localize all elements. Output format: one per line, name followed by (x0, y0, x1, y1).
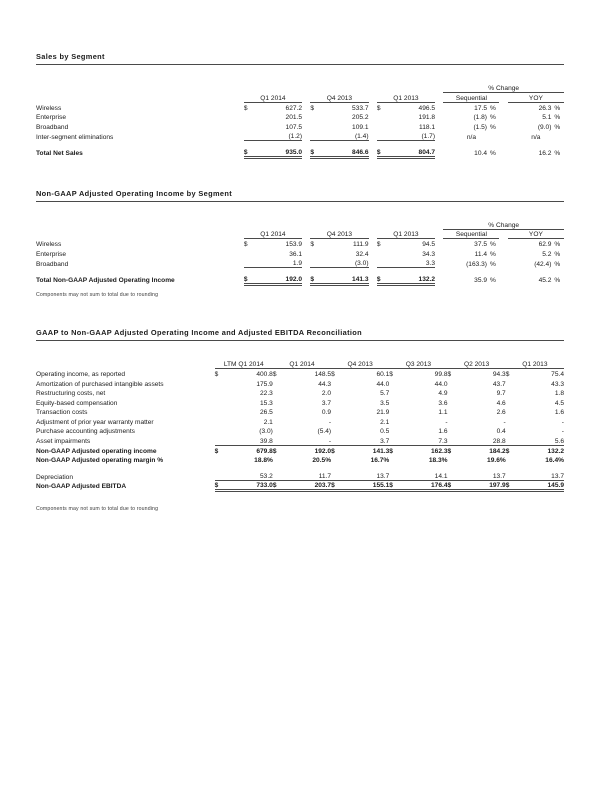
col-header-q4-2013: Q4 2013 (331, 359, 389, 369)
currency-symbol: $ (331, 481, 340, 491)
total-q1-2014: 192.0 (253, 275, 302, 285)
currency-symbol: $ (310, 275, 319, 285)
currency-symbol: $ (389, 481, 398, 491)
row-label: Operating income, as reported (36, 370, 126, 378)
col-header-sequential: Sequential (443, 229, 499, 239)
table-row (36, 435, 564, 445)
sales-by-segment-table (36, 83, 564, 159)
cell-yoy: 62.9 (538, 241, 552, 249)
cell-sequential: 17.5 (474, 104, 487, 112)
col-header-q4-2013: Q4 2013 (310, 229, 368, 239)
col-header-q1-2013: Q1 2013 (377, 229, 435, 239)
cell-q1-2014: - (328, 418, 332, 426)
currency-symbol: $ (214, 370, 219, 378)
cell-q1-2013: 34.3 (422, 251, 436, 259)
cell-q1-2014: 1.9 (253, 258, 302, 268)
currency-symbol: $ (273, 481, 282, 491)
cell-q4-2013: 109.1 (352, 123, 369, 131)
cell-q1-2013: 118.1 (419, 123, 436, 131)
table-row (36, 121, 564, 131)
cell-q1-2014: 2.0 (321, 390, 332, 398)
subtotal-label: Non-GAAP Adjusted operating income (36, 447, 157, 455)
pct-symbol: % (490, 123, 496, 131)
total-label: Total Non-GAAP Adjusted Operating Income (36, 277, 175, 285)
table-row (36, 112, 564, 122)
currency-symbol: $ (377, 148, 386, 158)
ebitda-q1-2014: 203.7 (282, 481, 331, 491)
subtotal-ltm-q1-2014: 679.8 (256, 447, 273, 455)
cell-q3-2013: 1.6 (438, 428, 448, 436)
cell-q3-2013: 14.1 (398, 471, 447, 481)
cell-q1-2014: 107.5 (285, 123, 303, 131)
cell-q4-2013: 44.0 (376, 380, 390, 388)
subtotal-q1-2014: 192.0 (314, 447, 332, 455)
cell-q4-2013: 5.7 (380, 390, 390, 398)
cell-sequential: (1.8) (473, 114, 487, 122)
depreciation-row (36, 471, 564, 481)
cell-yoy: (42.4) (534, 260, 552, 268)
cell-q1-2013: 5.6 (515, 435, 564, 445)
cell-q1-2014: 3.7 (321, 399, 332, 407)
cell-q3-2013: 44.0 (434, 380, 448, 388)
group-header-pct-change: % Change (443, 83, 564, 93)
cell-q1-2013: 94.5 (422, 241, 436, 249)
pct-symbol: % (490, 277, 496, 285)
table-row (36, 407, 564, 417)
pct-symbol: % (490, 241, 496, 249)
total-q1-2013: 804.7 (386, 148, 435, 158)
table-row (36, 248, 564, 258)
ebitda-ltm-q1-2014: 733.0 (224, 481, 273, 491)
currency-symbol: $ (310, 104, 315, 112)
cell-q1-2014: (1.2) (253, 131, 302, 141)
row-label: Equity-based compensation (36, 399, 118, 407)
currency-symbol: $ (310, 241, 315, 249)
total-q1-2014: 935.0 (253, 148, 302, 158)
currency-symbol: $ (272, 447, 277, 455)
cell-q1-2014: 36.1 (289, 251, 303, 259)
section-nongaap-operating-income-by-segment (36, 189, 564, 298)
currency-symbol: $ (389, 447, 393, 455)
cell-q4-2013: 3.5 (380, 399, 390, 407)
cell-q1-2014: (5.4) (317, 428, 332, 436)
col-header-q1-2013: Q1 2013 (377, 93, 435, 103)
table-row (36, 378, 564, 388)
total-row (36, 148, 564, 158)
total-yoy: 16.2 (538, 150, 552, 158)
ebitda-q2-2013: 197.9 (457, 481, 506, 491)
group-header-row (36, 220, 564, 230)
col-header-q1-2014: Q1 2014 (244, 93, 302, 103)
margin-q1-2013: 16.4% (545, 457, 564, 465)
cell-q4-2013: 3.7 (340, 435, 389, 445)
table-row (36, 416, 564, 426)
cell-q2-2013: 9.7 (496, 390, 506, 398)
row-label: Amortization of purchased intangible assets (36, 380, 164, 388)
cell-ltm-q1-2014: 175.9 (256, 380, 273, 388)
table-row (36, 239, 564, 249)
currency-symbol: $ (376, 241, 381, 249)
subtotal-q1-2013: 132.2 (547, 447, 564, 455)
currency-symbol: $ (215, 481, 224, 491)
cell-q4-2013: 0.5 (380, 428, 390, 436)
cell-q3-2013: 7.3 (398, 435, 447, 445)
cell-ltm-q1-2014: 400.8 (256, 370, 273, 378)
currency-symbol: $ (331, 447, 335, 455)
row-label: Restructuring costs, net (36, 390, 106, 398)
col-header-q3-2013: Q3 2013 (389, 359, 447, 369)
col-header-q1-2014: Q1 2014 (244, 229, 302, 239)
cell-q1-2014: 0.9 (321, 409, 332, 417)
cell-q1-2013: 13.7 (515, 471, 564, 481)
cell-q1-2013: 4.5 (554, 399, 564, 407)
margin-row (36, 455, 564, 465)
cell-q3-2013: 3.6 (438, 399, 448, 407)
currency-symbol: $ (447, 370, 452, 378)
cell-q3-2013: 1.1 (438, 409, 448, 417)
cell-q1-2014: - (282, 435, 331, 445)
pct-symbol: % (554, 260, 561, 268)
subtotal-q3-2013: 162.3 (431, 447, 448, 455)
cell-ltm-q1-2014: 39.8 (224, 435, 273, 445)
cell-q4-2013: (3.0) (320, 258, 369, 268)
row-label: Transaction costs (36, 409, 88, 417)
table-row (36, 388, 564, 398)
cell-q4-2013: 111.9 (353, 241, 369, 249)
row-label: Wireless (36, 241, 62, 249)
total-sequential: 10.4 (474, 150, 487, 158)
cell-yoy: 5.1 (542, 114, 552, 122)
cell-q2-2013: 13.7 (457, 471, 506, 481)
cell-yoy: (9.0) (537, 123, 552, 131)
reconciliation-table (36, 359, 564, 492)
pct-symbol: % (490, 150, 496, 158)
margin-ltm-q1-2014: 18.8% (254, 457, 273, 465)
cell-sequential: 11.4 (474, 251, 487, 259)
subtotal-q2-2013: 184.2 (489, 447, 506, 455)
col-header-yoy: YOY (508, 229, 564, 239)
cell-ltm-q1-2014: 2.1 (263, 418, 273, 426)
pct-symbol: % (554, 114, 561, 122)
cell-q4-2013: 60.1 (376, 370, 390, 378)
ebitda-q4-2013: 155.1 (340, 481, 389, 491)
cell-q1-2014: 201.5 (285, 114, 303, 122)
row-label: Inter-segment eliminations (36, 133, 114, 141)
cell-q1-2013: 1.8 (554, 390, 564, 398)
footnote-rounding: Components may not sum to total due to rounding (36, 291, 159, 298)
row-label: Asset impairments (36, 438, 91, 446)
table-row (36, 368, 564, 378)
pct-symbol: % (554, 150, 561, 158)
cell-q1-2014: 153.9 (285, 241, 303, 249)
cell-yoy: 26.3 (538, 104, 552, 112)
col-header-q1-2013: Q1 2013 (506, 359, 564, 369)
total-row (36, 275, 564, 285)
col-header-sequential: Sequential (443, 93, 499, 103)
pct-symbol: % (490, 114, 496, 122)
table-row (36, 102, 564, 112)
cell-q4-2013: 2.1 (380, 418, 390, 426)
pct-symbol: % (490, 260, 496, 268)
table-row (36, 131, 564, 141)
section-title: Non-GAAP Adjusted Operating Income by Segment (36, 189, 564, 202)
footnote-rounding: Components may not sum to total due to rounding (36, 505, 159, 512)
cell-q2-2013: 2.6 (496, 409, 506, 417)
subtotal-q4-2013: 141.3 (372, 447, 390, 455)
col-header-yoy: YOY (508, 93, 564, 103)
cell-q1-2013: 191.8 (418, 114, 436, 122)
nongaap-operating-income-table (36, 220, 564, 286)
pct-symbol: % (490, 251, 496, 259)
table-row (36, 426, 564, 436)
cell-q1-2014: 11.7 (282, 471, 331, 481)
cell-q2-2013: 4.6 (496, 399, 506, 407)
col-header-q2-2013: Q2 2013 (448, 359, 506, 369)
ebitda-row (36, 481, 564, 491)
cell-sequential: 37.5 (474, 241, 487, 249)
group-header-row (36, 83, 564, 93)
cell-sequential: (1.5) (473, 123, 487, 131)
ebitda-label: Non-GAAP Adjusted EBITDA (36, 483, 127, 491)
currency-symbol: $ (505, 447, 510, 455)
total-sequential: 35.9 (474, 277, 487, 285)
col-header-q1-2014: Q1 2014 (273, 359, 331, 369)
margin-q3-2013: 18.3% (428, 457, 448, 465)
pct-symbol: % (490, 104, 496, 112)
currency-symbol: $ (244, 148, 253, 158)
cell-q4-2013: 21.9 (376, 409, 390, 417)
column-header-row (36, 93, 564, 103)
cell-q1-2014: 627.2 (285, 104, 303, 112)
currency-symbol: $ (244, 275, 253, 285)
row-label: Purchase accounting adjustments (36, 428, 135, 436)
currency-symbol: $ (389, 370, 393, 378)
pct-symbol: % (554, 277, 561, 285)
currency-symbol: $ (506, 481, 515, 491)
cell-q1-2013: 496.5 (418, 104, 436, 112)
cell-q4-2013: 533.7 (352, 104, 369, 112)
cell-q4-2013: 205.2 (352, 114, 369, 122)
cell-q3-2013: 99.8 (434, 370, 448, 378)
col-header-ltm-q1-2014: LTM Q1 2014 (215, 359, 273, 369)
cell-q3-2013: 4.9 (438, 390, 448, 398)
currency-symbol: $ (448, 481, 457, 491)
row-label: Enterprise (36, 114, 67, 122)
cell-ltm-q1-2014: 22.3 (260, 390, 273, 398)
cell-q1-2013: (1.7) (386, 131, 435, 141)
table-row (36, 258, 564, 268)
ebitda-q3-2013: 176.4 (398, 481, 447, 491)
currency-symbol: $ (243, 241, 248, 249)
total-yoy: 45.2 (538, 277, 552, 285)
currency-symbol: $ (505, 370, 510, 378)
total-q4-2013: 141.3 (320, 275, 369, 285)
cell-q2-2013: 43.7 (492, 380, 506, 388)
cell-q2-2013: - (503, 418, 506, 426)
column-header-row (36, 359, 564, 369)
cell-q1-2013: 75.4 (551, 370, 564, 378)
depreciation-label: Depreciation (36, 473, 74, 481)
margin-q1-2014: 20.5% (312, 457, 332, 465)
cell-q1-2013: - (561, 428, 564, 436)
ebitda-q1-2013: 145.9 (515, 481, 564, 491)
cell-q1-2013: 43.3 (551, 380, 564, 388)
margin-q2-2013: 19.6% (487, 457, 506, 465)
cell-q4-2013: 32.4 (355, 251, 369, 259)
section-gaap-reconciliation (36, 328, 564, 512)
currency-symbol: $ (214, 447, 219, 455)
subtotal-row (36, 445, 564, 455)
section-title: GAAP to Non-GAAP Adjusted Operating Income and Adjusted EBITDA Reconciliation (36, 328, 564, 341)
financial-statement-sheet (36, 52, 564, 512)
row-label: Wireless (36, 104, 62, 112)
table-row (36, 397, 564, 407)
currency-symbol: $ (447, 447, 452, 455)
pct-symbol: % (554, 123, 561, 131)
section-title: Sales by Segment (36, 52, 564, 65)
total-q4-2013: 846.6 (320, 148, 369, 158)
cell-q4-2013: 13.7 (340, 471, 389, 481)
currency-symbol: $ (331, 370, 335, 378)
cell-q4-2013: (1.4) (320, 131, 369, 141)
margin-label: Non-GAAP Adjusted operating margin % (36, 457, 164, 465)
cell-ltm-q1-2014: (3.0) (259, 428, 273, 436)
currency-symbol: $ (272, 370, 277, 378)
pct-symbol: % (554, 104, 561, 112)
cell-yoy: 5.2 (542, 251, 552, 259)
cell-q2-2013: 28.8 (457, 435, 506, 445)
column-header-row (36, 229, 564, 239)
pct-symbol: % (554, 241, 561, 249)
cell-q1-2013: - (561, 418, 564, 426)
currency-symbol: $ (243, 104, 248, 112)
group-header-pct-change: % Change (443, 220, 564, 230)
total-label: Total Net Sales (36, 150, 83, 158)
cell-ltm-q1-2014: 15.3 (260, 399, 273, 407)
cell-q3-2013: - (445, 418, 448, 426)
row-label: Broadband (36, 260, 69, 268)
cell-q1-2013: 3.3 (386, 258, 435, 268)
pct-symbol: % (554, 251, 561, 259)
currency-symbol: $ (376, 104, 381, 112)
col-header-q4-2013: Q4 2013 (310, 93, 368, 103)
cell-q2-2013: 0.4 (496, 428, 506, 436)
row-label: Adjustment of prior year warranty matter (36, 418, 154, 426)
row-label: Enterprise (36, 251, 67, 259)
margin-q4-2013: 16.7% (370, 457, 390, 465)
cell-ltm-q1-2014: 53.2 (224, 471, 273, 481)
cell-q1-2014: 44.3 (318, 380, 332, 388)
section-sales-by-segment (36, 52, 564, 159)
currency-symbol: $ (377, 275, 386, 285)
cell-sequential: n/a (466, 133, 476, 141)
cell-q1-2014: 148.5 (314, 370, 332, 378)
cell-q1-2013: 1.6 (554, 409, 564, 417)
cell-ltm-q1-2014: 26.5 (260, 409, 273, 417)
total-q1-2013: 132.2 (386, 275, 435, 285)
cell-yoy: n/a (531, 133, 541, 141)
currency-symbol: $ (310, 148, 319, 158)
row-label: Broadband (36, 123, 69, 131)
cell-q2-2013: 94.3 (492, 370, 506, 378)
cell-sequential: (163.3) (466, 260, 487, 268)
